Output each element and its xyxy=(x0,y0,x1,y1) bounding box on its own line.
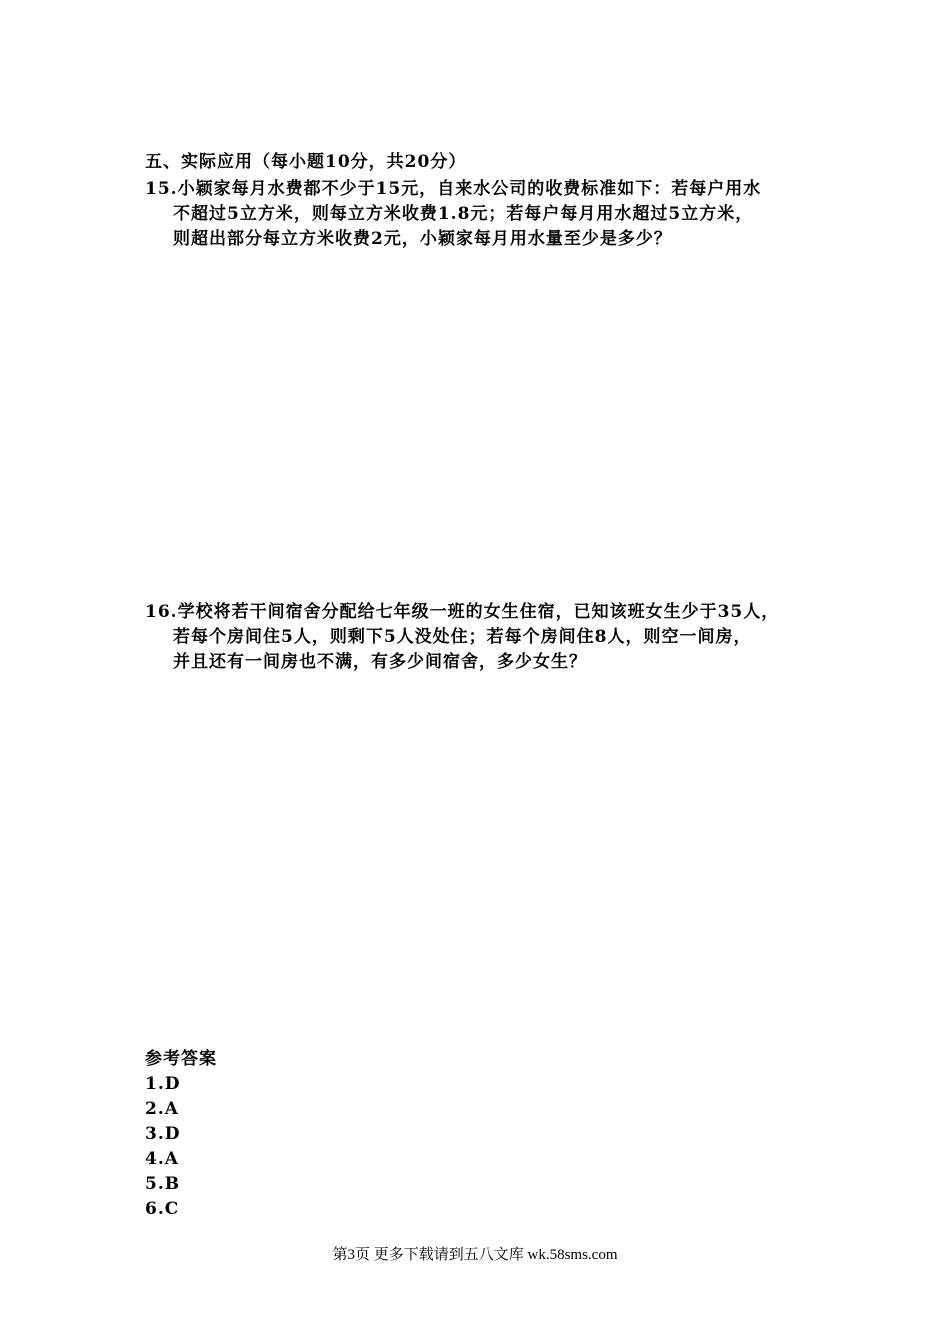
question-15-line-2: 不超过5立方米，则每立方米收费1.8元；若每户每月用水超过5立方米， xyxy=(173,204,754,224)
page-footer: 第3页 更多下载请到五八文库 wk.58sms.com xyxy=(332,1247,618,1263)
question-16-line-2: 若每个房间住5人，则剩下5人没处住；若每个房间住8人，则空一间房， xyxy=(173,627,752,647)
answers-heading: 参考答案 xyxy=(145,1049,217,1069)
question-15-line-3: 则超出部分每立方米收费2元，小颖家每月用水量至少是多少？ xyxy=(173,229,672,249)
question-16-line-3: 并且还有一间房也不满，有多少间宿舍，多少女生？ xyxy=(173,652,587,672)
answer-item: 6.C xyxy=(145,1199,180,1219)
section-heading: 五、实际应用（每小题10分，共20分） xyxy=(145,152,467,172)
answer-item: 3.D xyxy=(145,1124,181,1144)
answer-item: 4.A xyxy=(145,1149,179,1169)
question-16-line-1: 16.学校将若干间宿舍分配给七年级一班的女生住宿，已知该班女生少于35人， xyxy=(145,602,780,622)
answer-item: 1.D xyxy=(145,1074,181,1094)
answer-item: 5.B xyxy=(145,1174,181,1194)
question-15-line-1: 15.小颖家每月水费都不少于15元，自来水公司的收费标准如下：若每户用水 xyxy=(145,179,762,199)
answer-item: 2.A xyxy=(145,1099,179,1119)
